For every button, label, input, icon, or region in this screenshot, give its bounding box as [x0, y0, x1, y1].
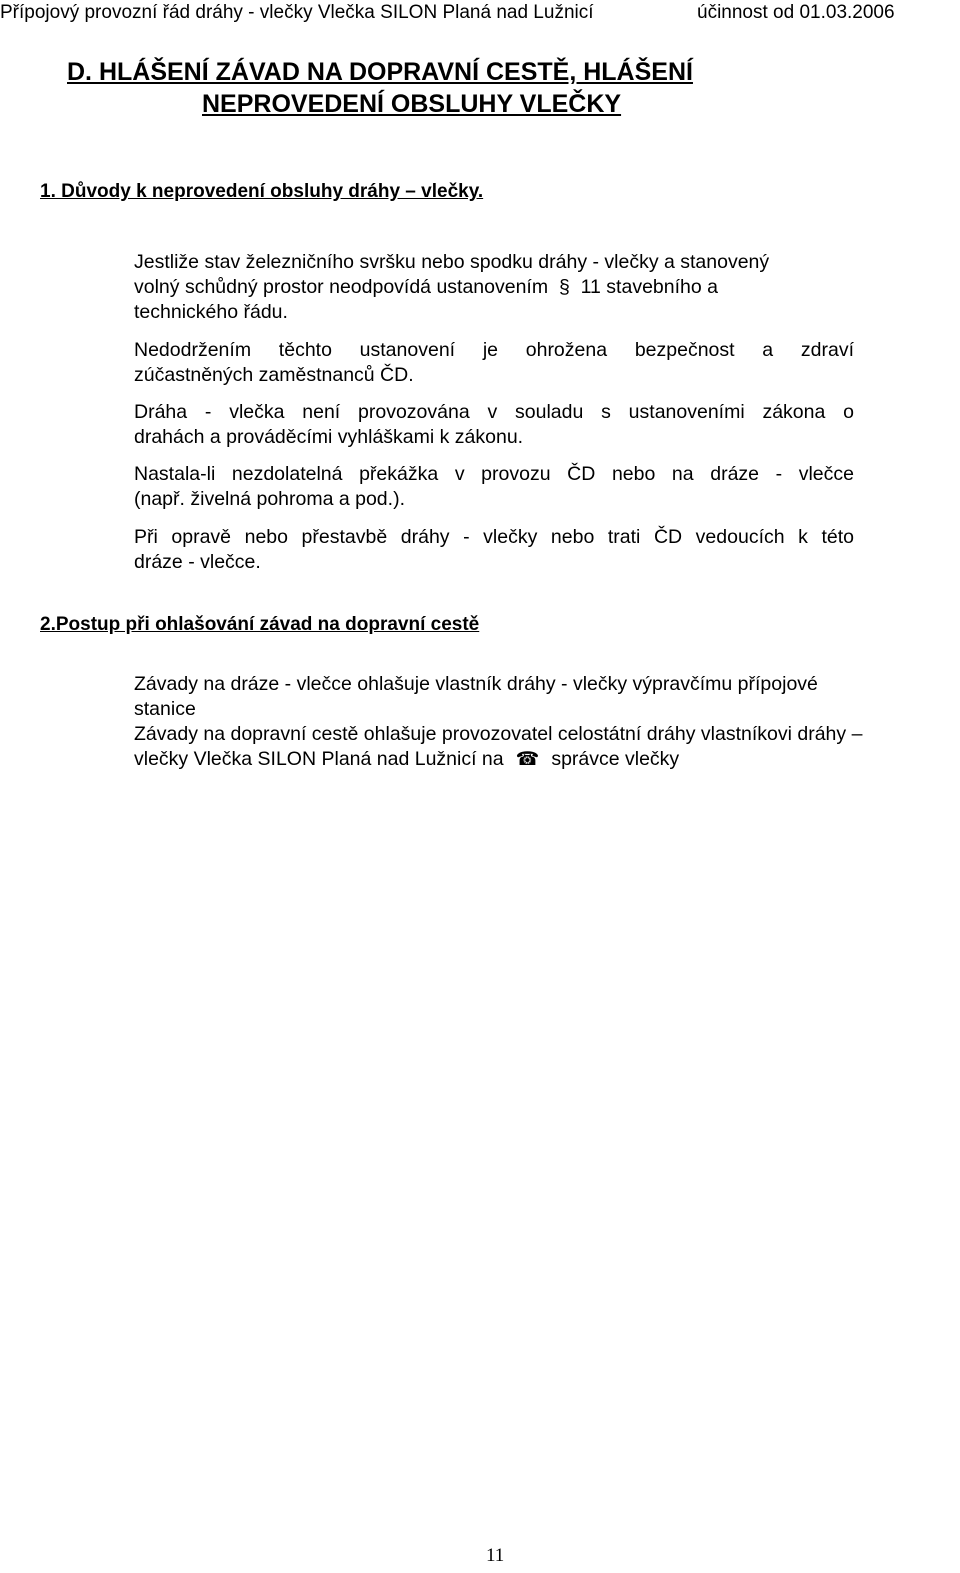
section2-heading: 2.Postup při ohlašování závad na dopravní cestě	[40, 614, 480, 635]
telephone-icon: ☎	[515, 749, 540, 770]
section-title-line1: D. HLÁŠENÍ ZÁVAD NA DOPRAVNÍ CESTĚ, HLÁŠENÍ	[67, 58, 693, 86]
paragraph-line: technického řádu.	[134, 301, 288, 323]
paragraph-line: dráze - vlečce.	[134, 551, 261, 573]
paragraph-line: Dráha - vlečka není provozována v souladu s ustanoveními zákona o	[134, 401, 854, 423]
section1-paragraph4	[134, 462, 854, 512]
section-sign-icon: §	[558, 276, 570, 298]
paragraph-text: správce vlečky	[551, 748, 680, 770]
paragraph-line	[134, 747, 956, 772]
section-title-line2: NEPROVEDENÍ OBSLUHY VLEČKY	[202, 90, 622, 118]
paragraph-line: Nastala-li nezdolatelná překážka v provozu ČD nebo na dráze - vlečce	[134, 463, 854, 485]
page-header	[0, 0, 960, 28]
paragraph-line: Jestliže stav železničního svršku nebo spodku dráhy - vlečky a stanovený	[134, 251, 770, 273]
paragraph-line: stanice	[134, 698, 196, 720]
paragraph-line: Závady na dráze - vlečce ohlašuje vlastník dráhy - vlečky výpravčímu přípojové	[134, 673, 818, 695]
section1-paragraph2	[134, 338, 854, 388]
section2-body	[134, 672, 956, 772]
paragraph-text: volný schůdný prostor neodpovídá ustanovením	[134, 276, 549, 298]
header-document-title: Přípojový provozní řád dráhy - vlečky Vlečka SILON Planá nad Lužnicí	[0, 2, 594, 23]
paragraph-line: Při opravě nebo přestavbě dráhy - vlečky nebo trati ČD vedoucích k této	[134, 526, 854, 548]
paragraph-line: Nedodržením těchto ustanovení je ohrožena bezpečnost a zdraví	[134, 339, 854, 361]
section1-paragraph1	[134, 250, 769, 325]
paragraph-line: zúčastněných zaměstnanců ČD.	[134, 364, 414, 386]
section1-paragraph5	[134, 525, 854, 575]
section1-paragraph3	[134, 400, 854, 450]
paragraph-line	[134, 275, 769, 300]
header-effective-date: účinnost od 01.03.2006	[697, 2, 895, 23]
paragraph-text: vlečky Vlečka SILON Planá nad Lužnicí na	[134, 748, 504, 770]
paragraph-line: Závady na dopravní cestě ohlašuje provozovatel celostátní dráhy vlastníkovi dráhy –	[134, 723, 863, 745]
section1-heading: 1. Důvody k neprovedení obsluhy dráhy – vlečky.	[40, 181, 484, 202]
paragraph-line: drahách a prováděcími vyhláškami k zákonu.	[134, 426, 524, 448]
paragraph-text: 11 stavebního a	[580, 276, 718, 298]
paragraph-line: (např. živelná pohroma a pod.).	[134, 488, 405, 510]
page-number: 11	[486, 1545, 505, 1566]
